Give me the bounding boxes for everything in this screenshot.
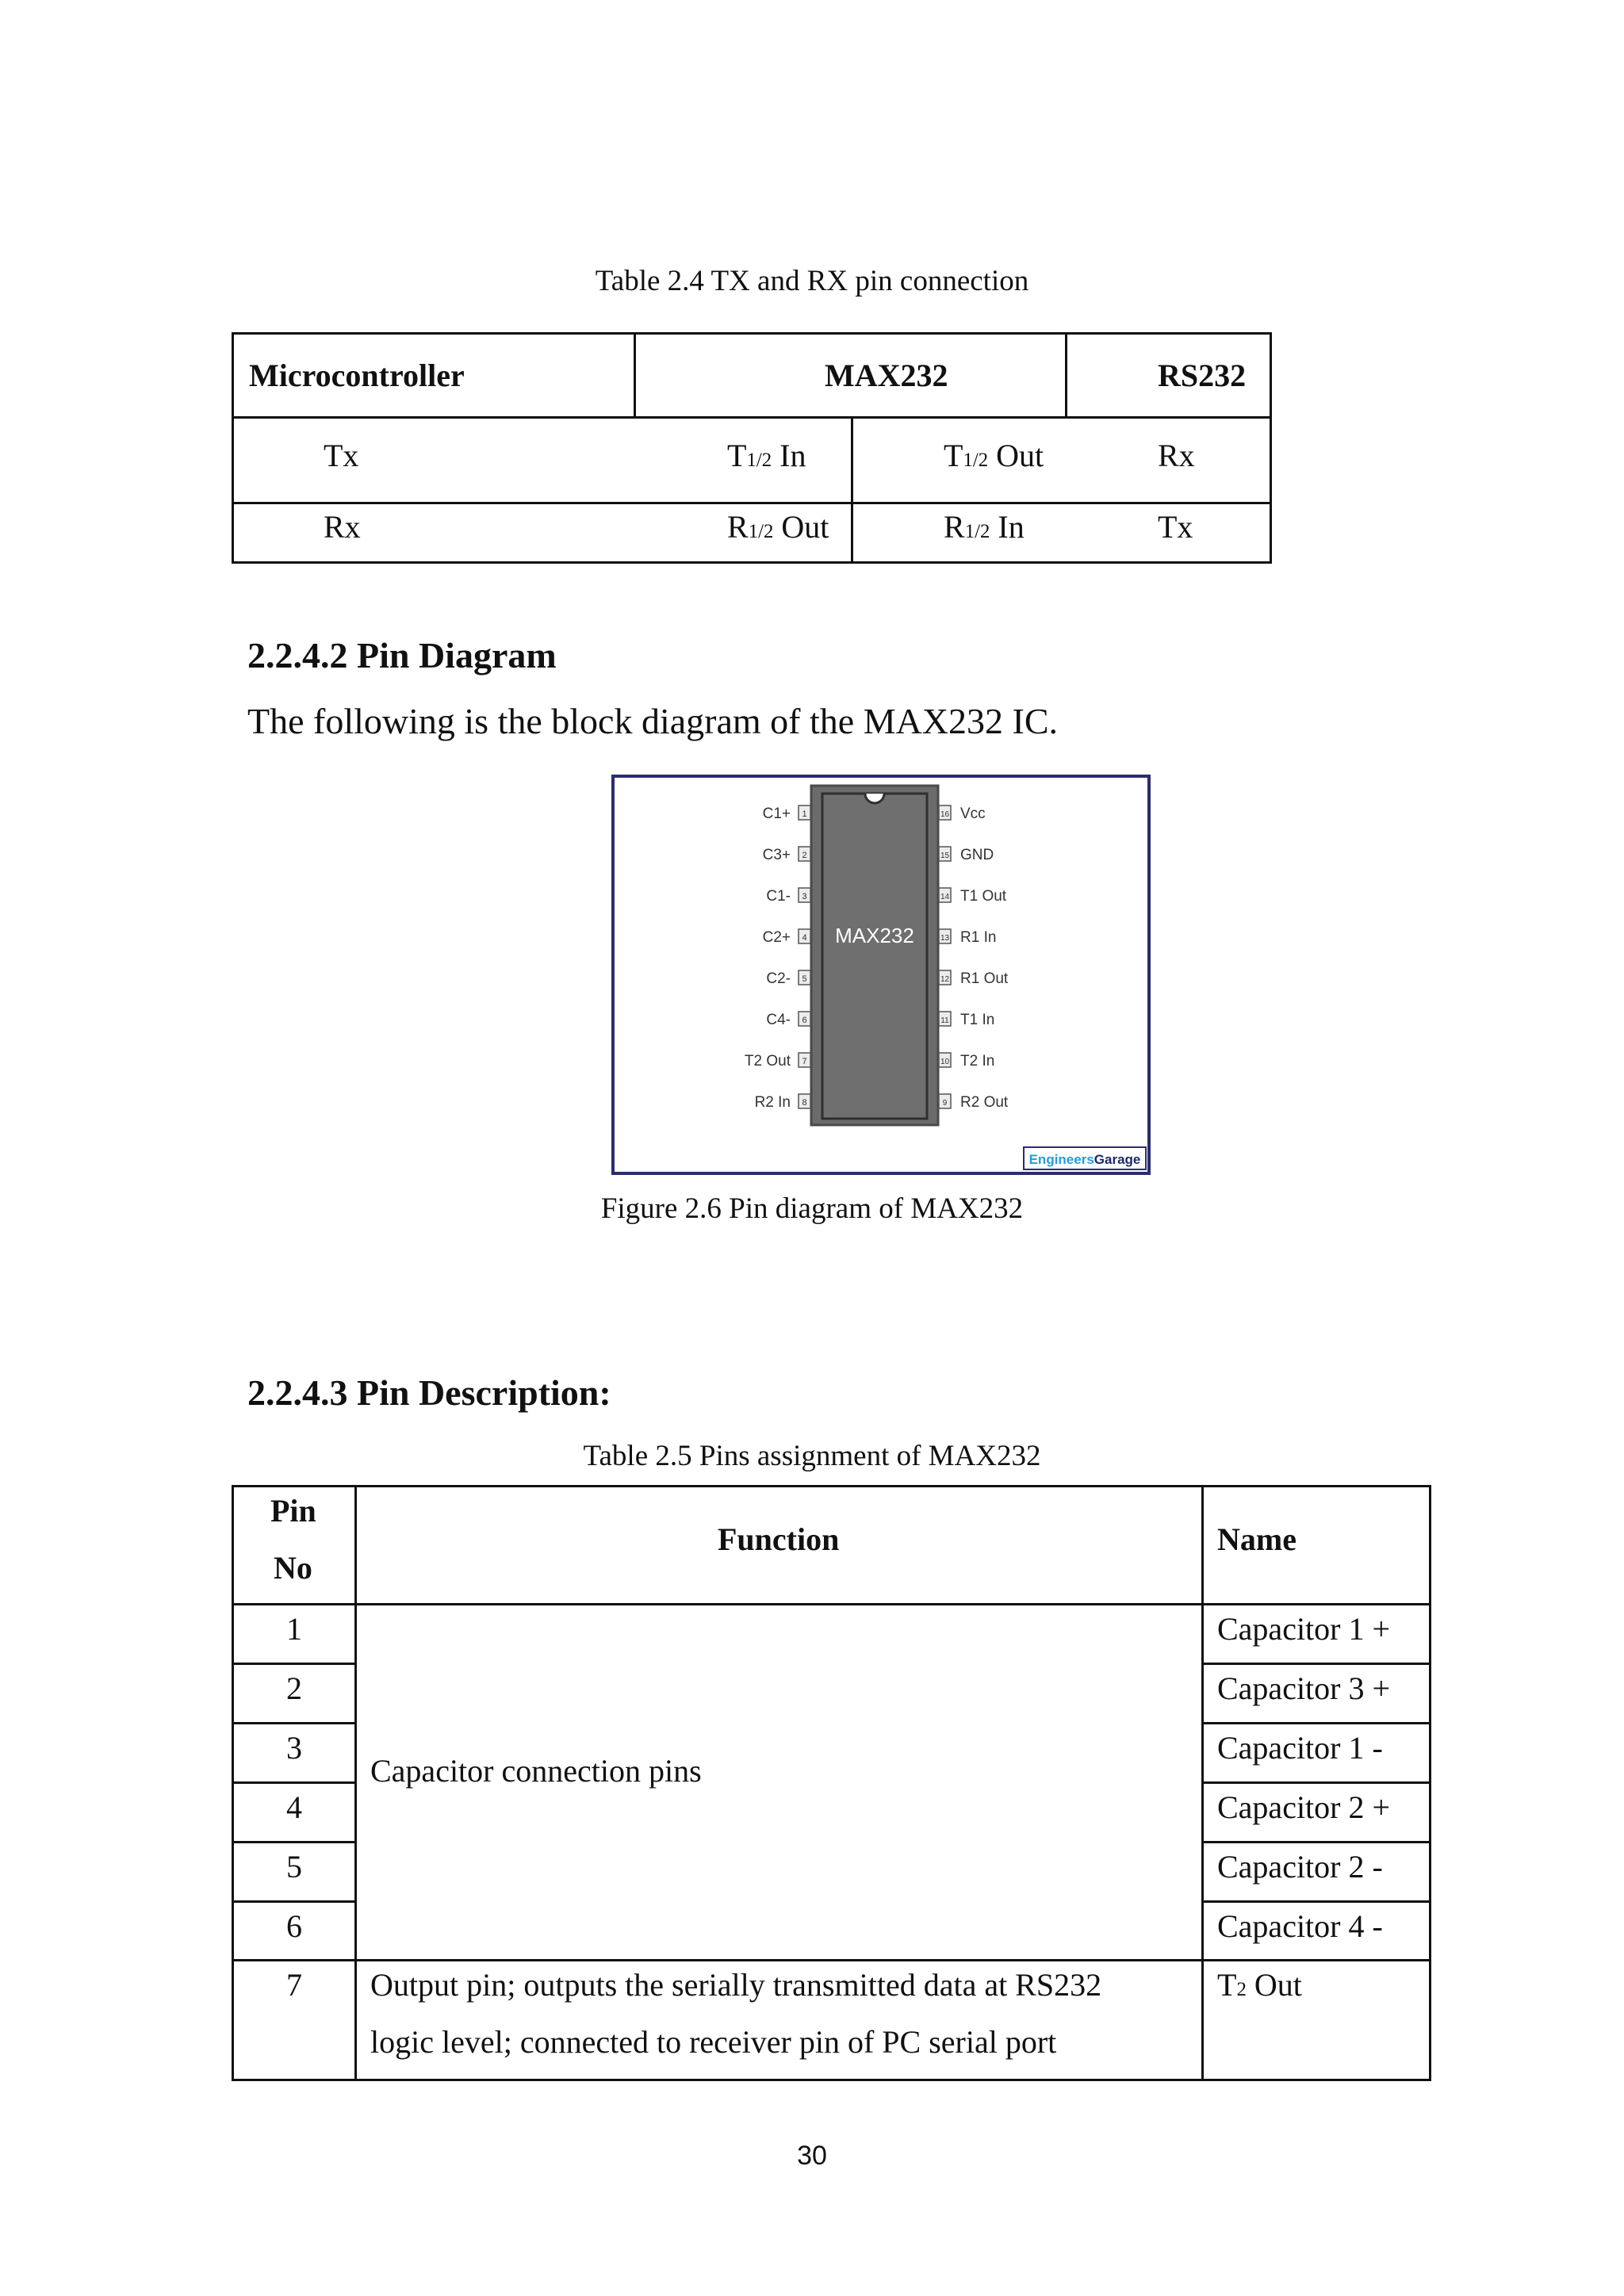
- pin-diagram-heading: 2.2.4.2 Pin Diagram: [247, 635, 557, 675]
- pin-6-label: C4-: [766, 1012, 791, 1028]
- pin-2-label: C3+: [762, 847, 791, 863]
- pin-11-label: T1 In: [960, 1012, 995, 1028]
- pin-12-label: R1 Out: [960, 970, 1009, 987]
- header-pin-line1: Pin: [270, 1493, 316, 1529]
- row1-max-out: T1/2 Out: [944, 438, 1044, 473]
- row2-rs232: Tx: [1158, 509, 1193, 545]
- pin-8-number: 8: [802, 1098, 807, 1108]
- table-rule: [1065, 335, 1067, 416]
- pin-8-label: R2 In: [754, 1094, 791, 1111]
- pin-13-label: R1 In: [960, 929, 997, 946]
- pin-3-number: 3: [802, 892, 807, 901]
- header-name: Name: [1217, 1521, 1297, 1557]
- pin-assignment-table: [232, 1485, 1431, 2081]
- chip-notch: [865, 794, 884, 803]
- pin-5-name: Capacitor 2 -: [1217, 1849, 1383, 1885]
- pin-2-number: 2: [286, 1670, 302, 1706]
- row2-max-out: R1/2 In: [944, 509, 1025, 545]
- pin-2-name: Capacitor 3 +: [1217, 1670, 1391, 1706]
- chip-inner-outline: [822, 794, 927, 1119]
- pin-14-number: 14: [940, 893, 950, 901]
- header-microcontroller: Microcontroller: [249, 358, 465, 393]
- pin-3-number: 3: [286, 1730, 302, 1766]
- pin-11-number: 11: [940, 1016, 949, 1025]
- page-number: 30: [797, 2141, 827, 2171]
- pin-5-label: C2-: [766, 970, 791, 987]
- pin-6-name: Capacitor 4 -: [1217, 1908, 1383, 1944]
- pin-6-number: 6: [802, 1016, 807, 1025]
- table-rule: [1201, 1663, 1430, 1665]
- pin-7-number: 7: [286, 1967, 302, 2003]
- pin-7-label: T2 Out: [744, 1053, 791, 1070]
- header-pin-line2: No: [274, 1550, 312, 1586]
- pin-14-label: T1 Out: [960, 888, 1007, 905]
- pin-4-name: Capacitor 2 +: [1217, 1789, 1391, 1825]
- table-rule: [234, 416, 1270, 419]
- header-max232: MAX232: [825, 358, 948, 393]
- pin-12-number: 12: [940, 975, 950, 984]
- pin-9-label: R2 Out: [960, 1094, 1009, 1111]
- pin-16-number: 16: [940, 810, 950, 819]
- chip-label: MAX232: [835, 924, 914, 947]
- watermark-logo: EngineersGarage: [1028, 1152, 1141, 1167]
- pin-1-label: C1+: [762, 806, 791, 822]
- right-pin-group: [939, 806, 1009, 1111]
- table-rule: [234, 1900, 354, 1903]
- pin-13-number: 13: [940, 934, 950, 943]
- pin-diagram-text: The following is the block diagram of the MAX232 IC.: [247, 701, 1059, 741]
- pin-1-number: 1: [286, 1611, 302, 1647]
- table-rule: [851, 416, 853, 564]
- pin-16-label: Vcc: [960, 806, 986, 822]
- row2-max-in: R1/2 Out: [727, 509, 829, 545]
- table-rule: [234, 1663, 354, 1665]
- pin-4-number: 4: [286, 1789, 302, 1825]
- table-rule: [234, 1603, 1429, 1605]
- table-rule: [234, 1959, 1429, 1961]
- pin-10-number: 10: [940, 1058, 950, 1066]
- pin-7-number: 7: [802, 1057, 807, 1066]
- table-2-5-caption: Table 2.5 Pins assignment of MAX232: [583, 1440, 1041, 1472]
- pin-5-number: 5: [286, 1849, 302, 1885]
- max232-pin-diagram-figure: [611, 775, 1151, 1175]
- row1-rs232: Rx: [1158, 438, 1195, 473]
- pin-3-name: Capacitor 1 -: [1217, 1730, 1383, 1766]
- table-rule: [1201, 1781, 1430, 1784]
- pin-15-number: 15: [940, 851, 950, 860]
- pin-7-name: T2 Out: [1217, 1967, 1302, 2003]
- pin-5-number: 5: [802, 974, 807, 984]
- pin-7-function-line2: logic level; connected to receiver pin of PC serial port: [370, 2024, 1057, 2060]
- pin-3-label: C1-: [766, 888, 791, 905]
- table-rule: [234, 502, 1270, 504]
- pin-9-number: 9: [942, 1099, 948, 1108]
- row2-mcu: Rx: [324, 509, 361, 545]
- header-function: Function: [718, 1521, 840, 1557]
- table-rule: [634, 335, 636, 416]
- left-pin-group: [745, 806, 810, 1111]
- row1-max-in: T1/2 In: [727, 438, 806, 473]
- pin-1-number: 1: [802, 809, 807, 819]
- pin-15-label: GND: [960, 847, 994, 863]
- table-rule: [1201, 1900, 1430, 1903]
- table-rule: [234, 1722, 354, 1724]
- table-rule: [234, 1841, 354, 1843]
- header-rs232: RS232: [1158, 358, 1247, 393]
- table-rule: [354, 1487, 357, 2079]
- figure-2-6-caption: Figure 2.6 Pin diagram of MAX232: [600, 1192, 1024, 1225]
- row1-mcu: Tx: [324, 438, 359, 473]
- pin-6-number: 6: [286, 1908, 302, 1944]
- pin-2-number: 2: [802, 851, 807, 860]
- pin-10-label: T2 In: [960, 1053, 995, 1070]
- pin-description-heading: 2.2.4.3 Pin Description:: [247, 1372, 611, 1413]
- table-rule: [1201, 1722, 1430, 1724]
- pin-1-name: Capacitor 1 +: [1217, 1611, 1391, 1647]
- table-rule: [234, 1781, 354, 1784]
- pin-7-function-line1: Output pin; outputs the serially transmitted data at RS232: [370, 1967, 1102, 2003]
- pin-4-number: 4: [802, 933, 807, 943]
- pin-4-label: C2+: [762, 929, 791, 946]
- capacitor-pins-function: Capacitor connection pins: [370, 1753, 702, 1789]
- table-rule: [1201, 1841, 1430, 1843]
- tx-rx-connection-table: [232, 332, 1272, 564]
- table-2-4-caption: Table 2.4 TX and RX pin connection: [595, 265, 1029, 297]
